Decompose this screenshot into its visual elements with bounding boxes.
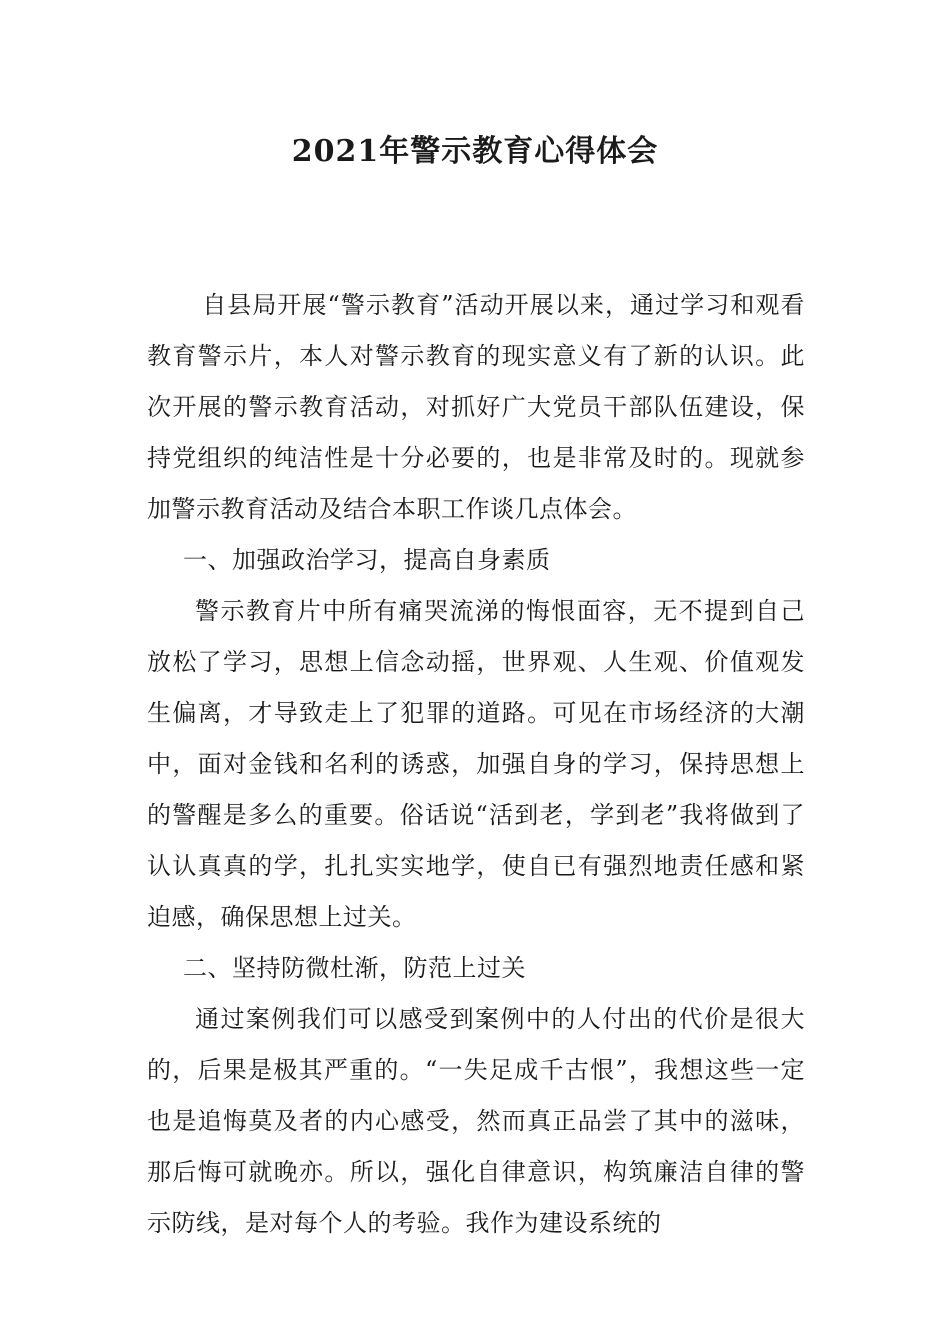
paragraph-section-2: 通过案例我们可以感受到案例中的人付出的代价是很大的，后果是极其严重的。“一失足成千古恨”，我想这些一定也是追悔莫及者的内心感受，然而真正品尝了其中的滋味，那后悔可就晚亦。所以，强化自律意识，构筑廉洁自律的警示防线，是对每个人的考验。我作为建设系统的 [147,1005,805,1237]
document-body [147,280,805,1249]
section-heading-1: 一、加强政治学习，提高自身素质 [183,546,551,574]
paragraph-intro: 自县局开展“警示教育”活动开展以来，通过学习和观看教育警示片，本人对警示教育的现实意义有了新的认识。此次开展的警示教育活动，对抓好广大党员干部队伍建设，保持党组织的纯洁性是十分必要的，也是非常及时的。现就参加警示教育活动及结合本职工作谈几点体会。 [147,291,805,523]
paragraph-section-1: 警示教育片中所有痛哭流涕的悔恨面容，无不提到自己放松了学习，思想上信念动摇，世界观、人生观、价值观发生偏离，才导致走上了犯罪的道路。可见在市场经济的大潮中，面对金钱和名利的诱惑，加强自身的学习，保持思想上的警醒是多么的重要。俗话说“活到老，学到老”我将做到了认认真真的学，扎扎实实地学，使自已有强烈地责任感和紧迫感，确保思想上过关。 [147,597,805,931]
document-title: 2021年警示教育心得体会 [291,134,659,169]
section-heading-2: 二、坚持防微杜渐，防范上过关 [183,954,526,982]
